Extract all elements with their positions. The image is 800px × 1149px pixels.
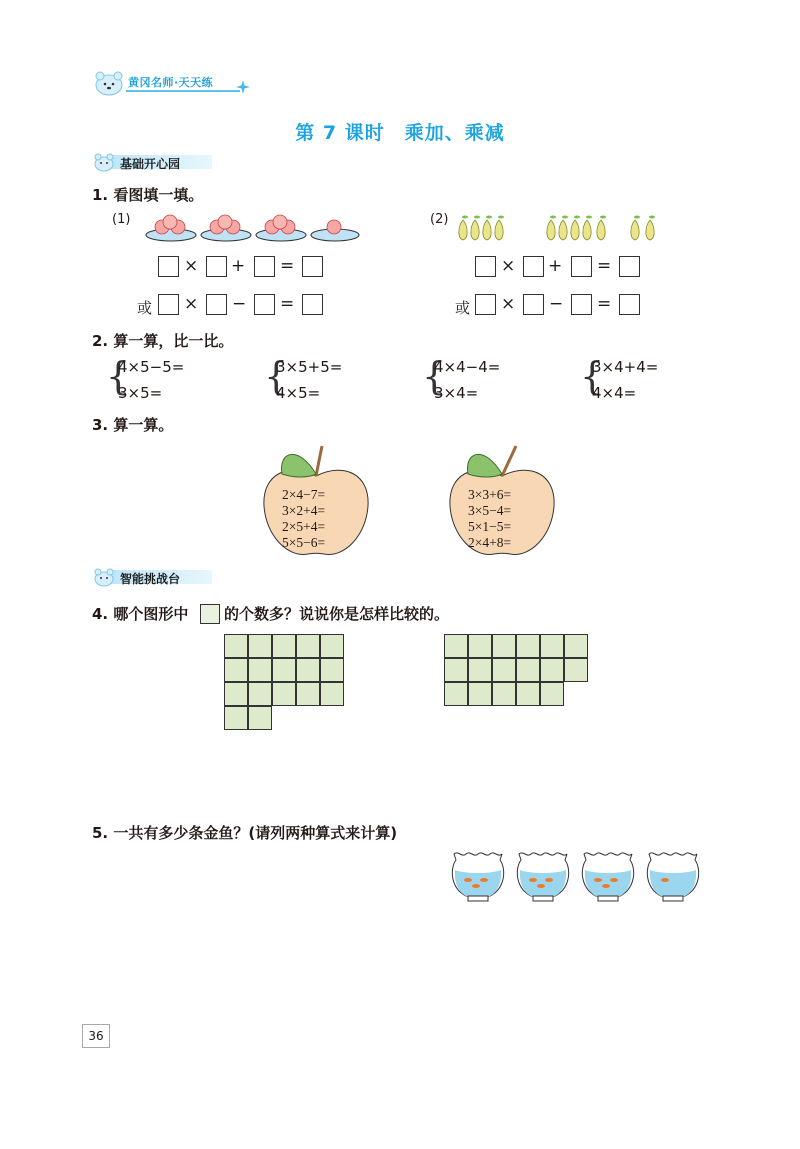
- op-equals: =: [597, 256, 612, 276]
- equation: 3×5+5=: [276, 358, 343, 376]
- apple-2-equation: 3×5−4=: [468, 503, 512, 518]
- grid-cell: [444, 682, 468, 706]
- grid-cell: [540, 634, 564, 658]
- q4-figure-1: [224, 634, 344, 730]
- q2-pair-1: [106, 356, 256, 406]
- grid-cell: [320, 634, 344, 658]
- section-challenge-label: 智能挑战台: [120, 572, 181, 586]
- grid-cell: [296, 682, 320, 706]
- answer-box[interactable]: [523, 294, 544, 315]
- op-equals: =: [280, 294, 295, 314]
- grid-cell: [272, 658, 296, 682]
- apple-2-equation: 5×1−5=: [468, 519, 512, 534]
- q3-label: 3. 算一算。: [92, 416, 174, 434]
- equation: 4×5=: [276, 384, 321, 402]
- q1-part1-row1: [158, 256, 338, 280]
- grid-cell: [224, 634, 248, 658]
- q1-label: 1. 看图填一填。: [92, 186, 204, 204]
- q4-label-before: 4. 哪个图形中: [92, 605, 189, 623]
- grid-cell: [492, 658, 516, 682]
- grid-cell: [468, 658, 492, 682]
- op-plus: +: [231, 256, 246, 276]
- op-times: ×: [501, 256, 516, 276]
- answer-box[interactable]: [571, 294, 592, 315]
- page-title: 第 7 课时 乘加、乘减: [295, 122, 505, 144]
- answer-box[interactable]: [206, 256, 227, 277]
- equation: 4×4−4=: [434, 358, 501, 376]
- grid-cell: [564, 634, 588, 658]
- plate-2: [201, 215, 251, 241]
- goldfish-bowls-image: [450, 848, 702, 904]
- op-minus: −: [232, 294, 247, 314]
- q1-part2-row1: [475, 256, 655, 280]
- q4-label-after: 的个数多？说说你是怎样比较的。: [224, 605, 450, 623]
- square-legend-icon: [200, 604, 220, 624]
- section-basic-label: 基础开心园: [120, 157, 181, 171]
- apple-1-equation: 5×5−6=: [282, 535, 326, 550]
- q1-part2-row2: [475, 294, 655, 318]
- op-times: ×: [184, 294, 199, 314]
- pears-image: [455, 212, 670, 244]
- equation: 4×4=: [592, 384, 637, 402]
- grid-cell: [468, 682, 492, 706]
- grid-cell: [248, 658, 272, 682]
- q1-part1-row2: [158, 294, 338, 318]
- answer-box[interactable]: [302, 256, 323, 277]
- plate-3: [256, 215, 306, 241]
- brand-title: 黄冈名师·天天练: [128, 76, 214, 89]
- equation: 3×4=: [434, 384, 479, 402]
- grid-cell: [272, 682, 296, 706]
- plate-4: [311, 220, 359, 241]
- grid-cell: [224, 658, 248, 682]
- bear-mascot-icon: [92, 70, 126, 96]
- answer-box[interactable]: [206, 294, 227, 315]
- answer-box[interactable]: [571, 256, 592, 277]
- q2-pair-2: [264, 356, 414, 406]
- q2-pair-3: [422, 356, 572, 406]
- brace-icon: {: [264, 354, 289, 398]
- brace-icon: {: [422, 354, 447, 398]
- bowl-3: [582, 853, 633, 901]
- answer-box[interactable]: [254, 294, 275, 315]
- apple-1-equation: 2×5+4=: [282, 519, 326, 534]
- grid-cell: [516, 682, 540, 706]
- grid-cell: [540, 658, 564, 682]
- q5-label: 5. 一共有多少条金鱼？(请列两种算式来计算): [92, 824, 398, 842]
- grid-cell: [468, 634, 492, 658]
- peach-plates-image: [145, 208, 360, 244]
- answer-box[interactable]: [619, 294, 640, 315]
- bowl-2: [517, 853, 568, 901]
- brand-underline: [126, 90, 240, 92]
- grid-cell: [516, 658, 540, 682]
- apple-2-equation: 3×3+6=: [468, 487, 512, 502]
- bear-mascot-icon: [92, 567, 116, 587]
- answer-box[interactable]: [475, 256, 496, 277]
- grid-cell: [444, 658, 468, 682]
- op-plus: +: [548, 256, 563, 276]
- grid-cell: [272, 634, 296, 658]
- answer-box[interactable]: [302, 294, 323, 315]
- q4-figure-2: [444, 634, 588, 706]
- answer-box[interactable]: [475, 294, 496, 315]
- grid-cell: [540, 682, 564, 706]
- brace-icon: {: [106, 354, 131, 398]
- equation: 4×5−5=: [118, 358, 185, 376]
- grid-cell: [564, 658, 588, 682]
- or-label: 或: [137, 299, 153, 317]
- answer-box[interactable]: [523, 256, 544, 277]
- answer-box[interactable]: [254, 256, 275, 277]
- equation: 3×5=: [118, 384, 163, 402]
- answer-box[interactable]: [158, 256, 179, 277]
- apple-1-equation: 2×4−7=: [282, 487, 326, 502]
- q2-pair-4: [580, 356, 730, 406]
- grid-cell: [492, 682, 516, 706]
- grid-cell: [296, 658, 320, 682]
- bowl-1: [452, 853, 503, 901]
- op-equals: =: [597, 294, 612, 314]
- q1-part2-label: (2): [430, 212, 449, 227]
- q2-label: 2. 算一算，比一比。: [92, 332, 234, 350]
- grid-cell: [224, 682, 248, 706]
- grid-cell: [248, 706, 272, 730]
- grid-cell: [224, 706, 248, 730]
- grid-cell: [248, 634, 272, 658]
- answer-box[interactable]: [619, 256, 640, 277]
- grid-cell: [444, 634, 468, 658]
- section-basic: [92, 152, 222, 172]
- op-equals: =: [280, 256, 295, 276]
- grid-cell: [492, 634, 516, 658]
- brace-icon: {: [580, 354, 605, 398]
- equation: 3×4+4=: [592, 358, 659, 376]
- plate-1: [146, 215, 196, 241]
- or-label: 或: [455, 299, 471, 317]
- grid-cell: [296, 634, 320, 658]
- sparkle-icon: [236, 80, 250, 94]
- op-times: ×: [501, 294, 516, 314]
- op-minus: −: [549, 294, 564, 314]
- bowl-4: [647, 853, 698, 901]
- apple-1-equation: 3×2+4=: [282, 503, 326, 518]
- q1-part1-label: (1): [112, 212, 131, 227]
- grid-cell: [248, 682, 272, 706]
- section-challenge: [92, 567, 222, 587]
- answer-box[interactable]: [158, 294, 179, 315]
- bear-mascot-icon: [92, 152, 116, 172]
- grid-cell: [516, 634, 540, 658]
- page-number: 36: [82, 1024, 110, 1048]
- apple-2-equation: 2×4+8=: [468, 535, 512, 550]
- grid-cell: [320, 658, 344, 682]
- op-times: ×: [184, 256, 199, 276]
- grid-cell: [320, 682, 344, 706]
